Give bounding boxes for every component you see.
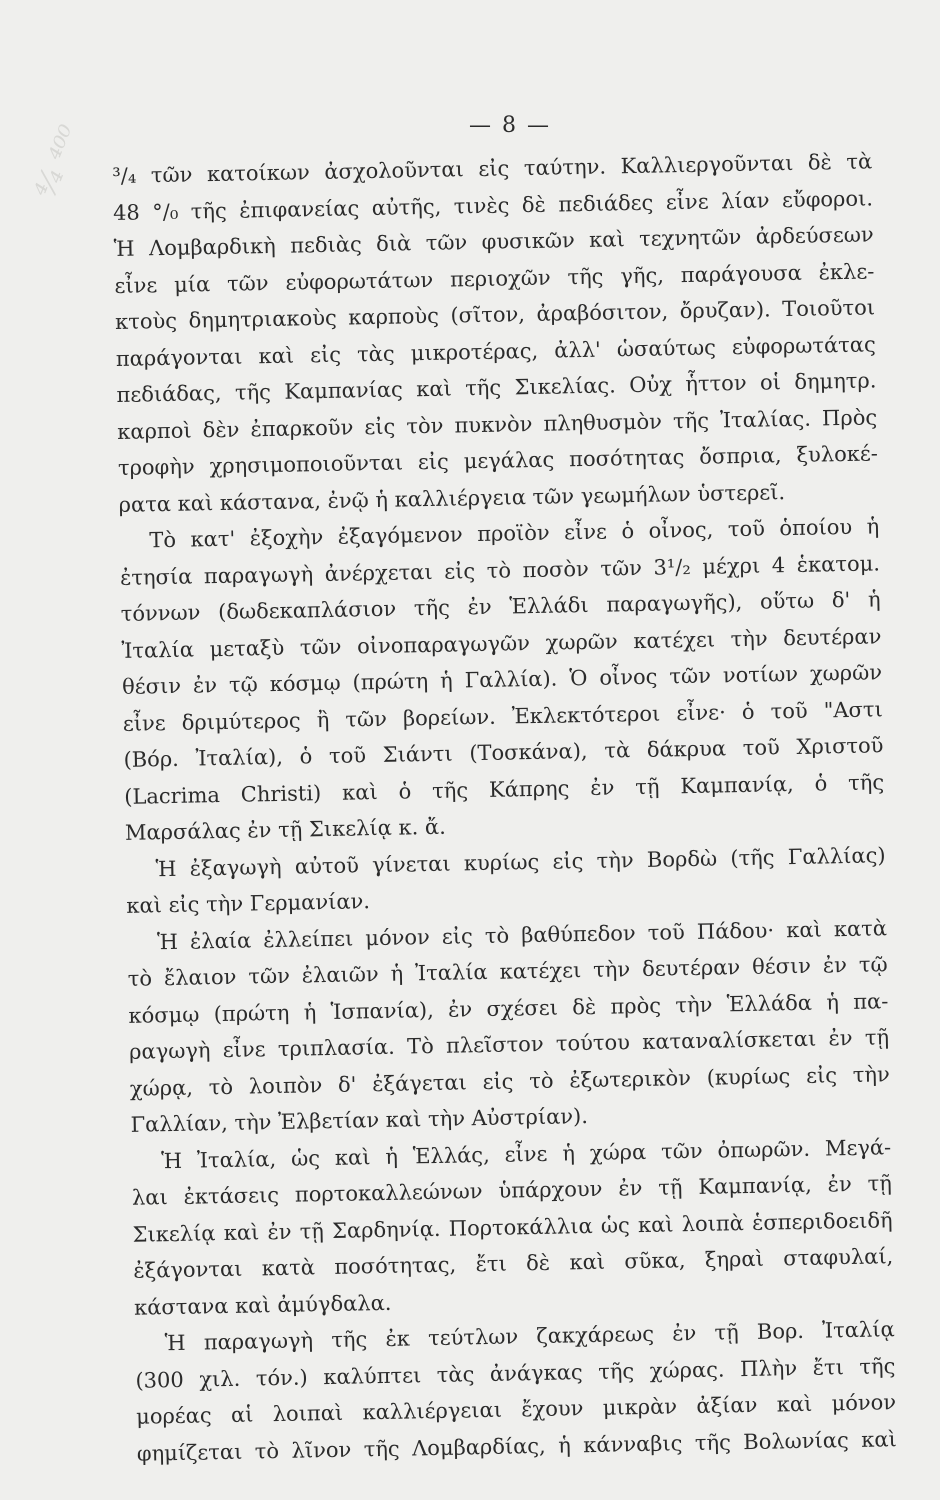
text-line: Ἡ Λομβαρδικὴ πεδιὰς διὰ τῶν φυσικῶν καὶ τεχνητῶν ἀρδεύσεων bbox=[113, 222, 874, 261]
text-line: τόννων (δωδεκαπλάσιον τῆς ἐν Ἑλλάδι παραγωγῆς), οὕτω δ' ἡ bbox=[120, 587, 881, 626]
text-line: ἐξάγονται κατὰ ποσότητας, ἔτι δὲ καὶ σῦκα, ξηραὶ σταφυλαί, bbox=[133, 1244, 894, 1283]
text-line: πεδιάδας, τῆς Καμπανίας καὶ τῆς Σικελίας. Οὐχ ἧττον οἱ δημητρ. bbox=[116, 368, 877, 407]
text-line: (300 χιλ. τόν.) καλύπτει τὰς ἀνάγκας τῆς χώρας. Πλὴν ἔτι τῆς bbox=[135, 1353, 896, 1393]
text-line: Μαρσάλας ἐν τῇ Σικελίᾳ κ. ἄ. bbox=[124, 814, 447, 845]
text-line: Ἡ ἐξαγωγὴ αὐτοῦ γίνεται κυρίως εἰς τὴν Βορδὼ (τῆς Γαλλίας) bbox=[155, 842, 886, 881]
text-line: εἶνε μία τῶν εὐφορωτάτων περιοχῶν τῆς γῆς, παράγουσα ἐκλε- bbox=[114, 258, 875, 298]
text-line: ³/₄ τῶν κατοίκων ἀσχολοῦνται εἰς ταύτην. Καλλιεργοῦνται δὲ τὰ bbox=[112, 149, 873, 188]
text-line: χώρᾳ, τὸ λοιπὸν δ' ἐξάγεται εἰς τὸ ἐξωτερικὸν (κυρίως εἰς τὴν bbox=[129, 1061, 890, 1101]
bleed-through-marks: ⁴⁄₄ ⁴⁰⁰ bbox=[28, 120, 89, 204]
text-line: κάστανα καὶ ἀμύγδαλα. bbox=[133, 1290, 392, 1320]
text-line: (Lacrima Christi) καὶ ὁ τῆς Κάπρης ἐν τῇ Καμπανίᾳ, ὁ τῆς bbox=[124, 769, 885, 809]
body-text bbox=[112, 143, 897, 1471]
text-line: κόσμῳ (πρώτη ἡ Ἱσπανία), ἐν σχέσει δὲ πρὸς τὴν Ἑλλάδα ἡ πα- bbox=[128, 988, 889, 1028]
page-number: — 8 — bbox=[469, 113, 551, 138]
text-line: 48 °/₀ τῆς ἐπιφανείας αὐτῆς, τινὲς δὲ πεδιάδες εἶνε λίαν εὔφοροι. bbox=[112, 185, 874, 225]
text-line: μορέας αἱ λοιπαὶ καλλιέργειαι ἔχουν μικρὰν ἀξίαν καὶ μόνον bbox=[135, 1390, 897, 1429]
text-line: Ἰταλία μεταξὺ τῶν οἰνοπαραγωγῶν χωρῶν κατέχει τὴν δευτέραν bbox=[121, 623, 882, 663]
text-line: ρατα καὶ κάστανα, ἐνῷ ἡ καλλιέργεια τῶν γεωμήλων ὑστερεῖ. bbox=[118, 479, 786, 517]
text-line: ραγωγὴ εἶνε τριπλασία. Τὸ πλεῖστον τούτου καταναλίσκεται ἐν τῇ bbox=[128, 1025, 890, 1064]
text-line: φημίζεται τὸ λῖνον τῆς Λομβαρδίας, ἡ κάνναβις τῆς Βολωνίας καὶ bbox=[136, 1426, 897, 1466]
text-line: Ἡ Ἰταλία, ὡς καὶ ἡ Ἑλλάς, εἶνε ἡ χώρα τῶν ὀπωρῶν. Μεγά- bbox=[161, 1134, 892, 1173]
text-line: Ἡ παραγωγὴ τῆς ἐκ τεύτλων ζακχάρεως ἐν τῇ Βορ. Ἰταλίᾳ bbox=[164, 1317, 895, 1356]
text-line: ἐτησία παραγωγὴ ἀνέρχεται εἰς τὸ ποσὸν τῶν 3¹/₂ μέχρι 4 ἑκατομ. bbox=[119, 550, 881, 590]
text-line: Τὸ κατ' ἐξοχὴν ἐξαγόμενον προϊὸν εἶνε ὁ οἶνος, τοῦ ὁποίου ἡ bbox=[149, 514, 880, 553]
text-line: Γαλλίαν, τὴν Ἐλβετίαν καὶ τὴν Αὐστρίαν). bbox=[130, 1104, 589, 1137]
text-line: Ἡ ἐλαία ἐλλείπει μόνον εἰς τὸ βαθύπεδον τοῦ Πάδου· καὶ κατὰ bbox=[156, 915, 888, 954]
text-line: καρποὶ δὲν ἐπαρκοῦν εἰς τὸν πυκνὸν πληθυσμὸν τῆς Ἰταλίας. Πρὸς bbox=[117, 404, 878, 444]
text-line: τροφὴν χρησιμοποιοῦνται εἰς μεγάλας ποσότητας ὄσπρια, ξυλοκέ- bbox=[117, 441, 879, 480]
text-line: παράγονται καὶ εἰς τὰς μικροτέρας, ἀλλ' ὡσαύτως εὐφορωτάτας bbox=[115, 331, 876, 371]
text-line: (Βόρ. Ἰταλία), ὁ τοῦ Σιάντι (Τοσκάνα), τὰ δάκρυα τοῦ Χριστοῦ bbox=[123, 733, 884, 772]
text-line: λαι ἐκτάσεις πορτοκαλλεώνων ὑπάρχουν ἐν τῇ Καμπανίᾳ, ἐν τῇ bbox=[131, 1171, 893, 1210]
text-line: καὶ εἰς τὴν Γερμανίαν. bbox=[126, 889, 371, 918]
text-line: εἶνε δριμύτερος ἢ τῶν βορείων. Ἐκλεκτότεροι εἶνε· ὁ τοῦ "Αστι bbox=[122, 696, 883, 736]
text-line: θέσιν ἐν τῷ κόσμῳ (πρώτη ἡ Γαλλία). Ὁ οἶνος τῶν νοτίων χωρῶν bbox=[121, 660, 883, 699]
text-line: τὸ ἔλαιον τῶν ἐλαιῶν ἡ Ἰταλία κατέχει τὴν δευτέραν θέσιν ἐν τῷ bbox=[127, 952, 888, 991]
text-line: Σικελίᾳ καὶ ἐν τῇ Σαρδηνίᾳ. Πορτοκάλλια ὡς καὶ λοιπὰ ἑσπεριδοειδῆ bbox=[132, 1207, 893, 1247]
text-line: κτοὺς δημητριακοὺς καρποὺς (σῖτον, ἀραβόσιτον, ὄρυζαν). Τοιοῦτοι bbox=[114, 295, 876, 334]
